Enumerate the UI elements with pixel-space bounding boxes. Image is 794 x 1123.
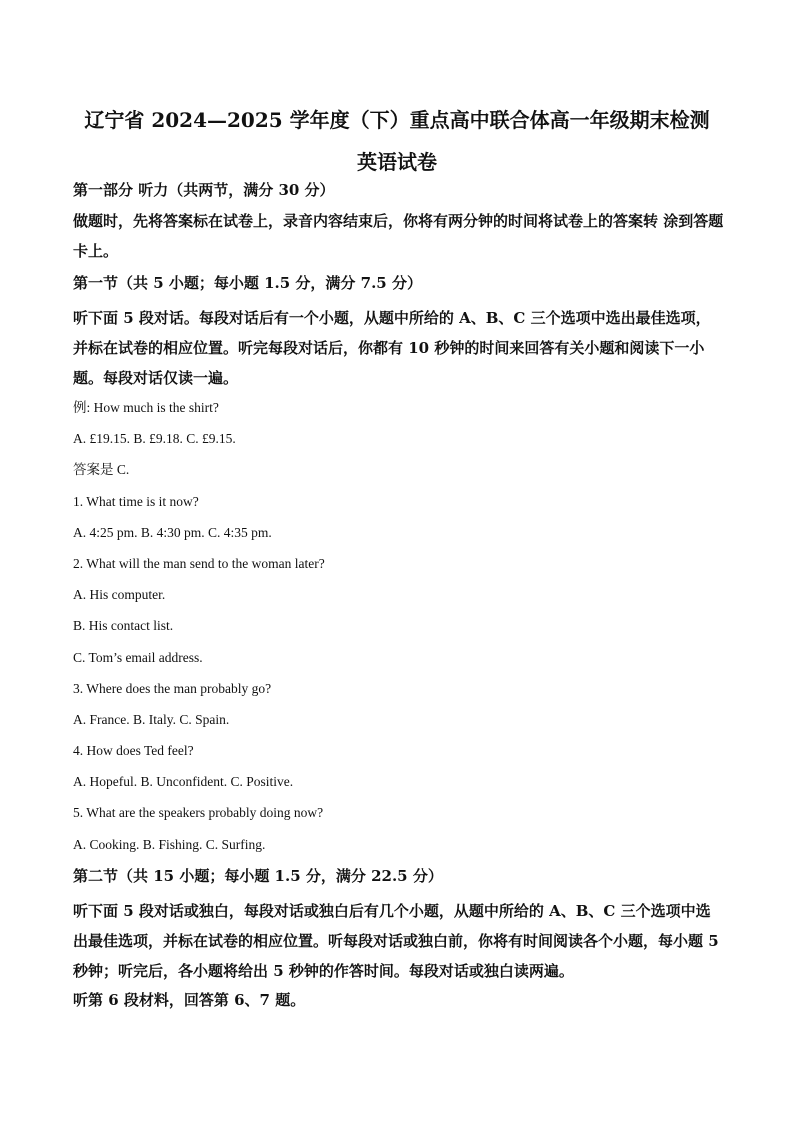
question-3: 3. Where does the man probably go? (73, 680, 272, 696)
question-2: 2. What will the man send to the woman later? (73, 555, 325, 571)
question-1: 1. What time is it now? (73, 493, 199, 509)
part1-instructions: 做题时，先将答案标在试卷上，录音内容结束后，你将有两分钟的时间将试卷上的答案转 涂到答题卡上。 (73, 212, 724, 260)
question-4: 4. How does Ted feel? (73, 743, 194, 759)
question-2-option-a: A. His computer. (73, 587, 166, 603)
exam-subtitle: 英语试卷 (357, 150, 437, 174)
question-2-option-c: C. Tom’s email address. (73, 649, 203, 665)
section2-material: 听第 6 段材料，回答第 6、7 题。 (73, 990, 306, 1009)
question-1-options: A. 4:25 pm. B. 4:30 pm. C. 4:35 pm. (73, 524, 272, 540)
example-answer: 答案是 C. (73, 462, 130, 478)
example-options: A. £19.15. B. £9.18. C. £9.15. (73, 431, 236, 447)
exam-title: 辽宁省 2024—2025 学年度（下）重点高中联合体高一年级期末检测 (84, 108, 710, 132)
section1-heading: 第一节（共 5 小题；每小题 1.5 分，满分 7.5 分） (73, 274, 422, 292)
section1-instructions: 听下面 5 段对话。每段对话后有一个小题，从题中所给的 A、B、C 三个选项中选出最佳选项，并标在试卷的相应位置。听完每段对话后，你都有 10 秒钟的时间来回答有关小题和阅读下一小题。每段对话仅读一遍。 (73, 309, 711, 387)
question-5: 5. What are the speakers probably doing now? (73, 805, 324, 821)
question-3-options: A. France. B. Italy. C. Spain. (73, 711, 230, 727)
question-4-options: A. Hopeful. B. Unconfident. C. Positive. (73, 774, 294, 790)
example-question: 例: How much is the shirt? (73, 400, 219, 415)
exam-content (73, 180, 723, 1010)
question-2-option-b: B. His contact list. (73, 618, 174, 634)
part1-heading: 第一部分 听力（共两节，满分 30 分） (73, 181, 335, 199)
section2-heading: 第二节（共 15 小题；每小题 1.5 分，满分 22.5 分） (73, 866, 443, 885)
section2-instructions: 听下面 5 段对话或独白，每段对话或独白后有几个小题，从题中所给的 A、B、C 三个选项中选出最佳选项，并标在试卷的相应位置。听每段对话或独白前，你将有时间阅读各个小题，每小题 5 秒钟；听完后，各小题将给出 5 秒钟的作答时间。每段对话或独白读两遍。 (73, 901, 719, 980)
question-5-options: A. Cooking. B. Fishing. C. Surfing. (73, 836, 266, 852)
